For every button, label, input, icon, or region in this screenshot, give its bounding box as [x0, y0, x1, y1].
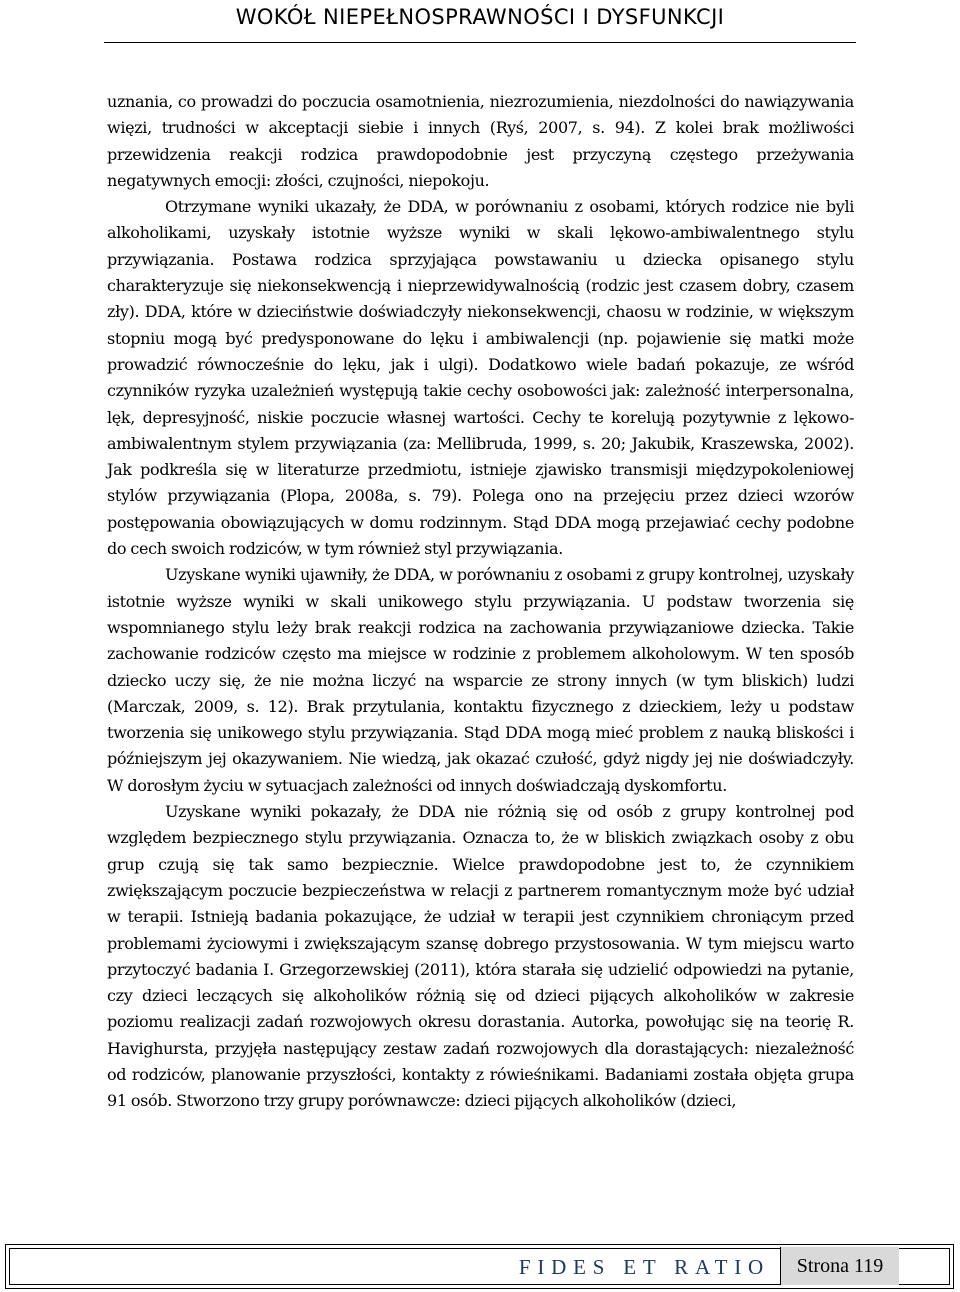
header-divider — [104, 42, 856, 43]
running-header: WOKÓŁ NIEPEŁNOSPRAWNOŚCI I DYSFUNKCJI — [235, 5, 725, 29]
paragraph-results-anxious-ambivalent: Otrzymane wyniki ukazały, że DDA, w porównaniu z osobami, których rodzice nie byli alkoholikami, uzyskały istotnie wyższe wyniki w skali lękowo-ambiwalentnego stylu przywiązania. Postawa rodzica sprzyjająca powstawaniu u dziecka opisanego stylu charakteryzuje się niekonsekwencją i nieprzewidywalnością (rodzic jest czasem dobry, czasem zły). DDA, które w dzieciństwie doświadczyły niekonsekwencji, chaosu w rodzinie, w większym stopniu mogą być predysponowane do lęku i ambiwalencji (np. pojawienie się matki może prowadzić równocześnie do lęku, jak i ulgi). Dodatkowo wiele badań pokazuje, ze wśród czynników ryzyka uzależnień występują takie cechy osobowości jak: zależność interpersonalna, lęk, depresyjność, niskie poczucie własnej wartości. Cechy te korelują pozytywnie z lękowo-ambiwalentnym stylem przywiązania (za: Mellibruda, 1999, s. 20; Jakubik, Kraszewska, 2002). Jak podkreśla się w literaturze przedmiotu, istnieje zjawisko transmisji międzypokoleniowej stylów przywiązania (Plopa, 2008a, s. 79). Polega ono na przejęciu przez dzieci wzorów postępowania obowiązujących w domu rodzinnym. Stąd DDA mogą przejawiać cechy podobne do cech swoich rodziców, w tym również styl przywiązania. — [107, 197, 854, 559]
paragraph-continuation: uznania, co prowadzi do poczucia osamotnienia, niezrozumienia, niezdolności do nawiązywania więzi, trudności w akceptacji siebie i innych (Ryś, 2007, s. 94). Z kolei brak możliwości przewidzenia reakcji rodzica prawdopodobnie jest przyczyną częstego przeżywania negatywnych emocji: złości, czujności, niepokoju. — [107, 92, 854, 190]
journal-name: FIDES ET RATIO — [518, 1255, 770, 1279]
paragraph-results-avoidant: Uzyskane wyniki ujawniły, że DDA, w porównaniu z osobami z grupy kontrolnej, uzyskały istotnie wyższe wyniki w skali unikowego stylu przywiązania. U podstaw tworzenia się wspomnianego stylu leży brak reakcji rodzica na zachowania przywiązaniowe dziecka. Takie zachowanie rodziców często ma miejsce w rodzinie z problemem alkoholowym. W ten sposób dziecko uczy się, że nie można liczyć na wsparcie ze strony innych (w tym bliskich) ludzi (Marczak, 2009, s. 12). Brak przytulania, kontaktu fizycznego z dzieckiem, leży u podstaw tworzenia się unikowego stylu przywiązania. Stąd DDA mogą mieć problem z nauką bliskości i późniejszym jej okazywaniem. Nie wiedzą, jak okazać czułość, gdyż nigdy jej nie doświadczyły. W dorosłym życiu w sytuacjach zależności od innych doświadczają dyskomfortu. — [107, 565, 854, 795]
page-number: Strona 119 — [780, 1247, 899, 1285]
paragraph-results-secure: Uzyskane wyniki pokazały, że DDA nie różnią się od osób z grupy kontrolnej pod względem bezpiecznego stylu przywiązania. Oznacza to, że w bliskich związkach osoby z obu grup czują się tak samo bezpiecznie. Wielce prawdopodobne jest to, że czynnikiem zwiększającym poczucie bezpieczeństwa w relacji z partnerem romantycznym może być udział w terapii. Istnieją badania pokazujące, że udział w terapii jest czynnikiem chroniącym przed problemami życiowymi i zwiększającym szansę dobrego przystosowania. W tym miejscu warto przytoczyć badania I. Grzegorzewskiej (2011), która starała się udzielić odpowiedzi na pytanie, czy dzieci leczących się alkoholików różnią się od dzieci pijących alkoholików w zakresie poziomu realizacji zadań rozwojowych okresu dorastania. Autorka, powołując się na teorię R. Havighursta, przyjęła następujący zestaw zadań rozwojowych dla dorastających: niezależność od rodziców, planowanie przyszłości, kontakty z rówieśnikami. Badaniami została objęta grupa 91 osób. Stworzono trzy grupy porównawcze: dzieci pijących alkoholików (dzieci, — [107, 802, 854, 1111]
article-body — [107, 89, 854, 1115]
